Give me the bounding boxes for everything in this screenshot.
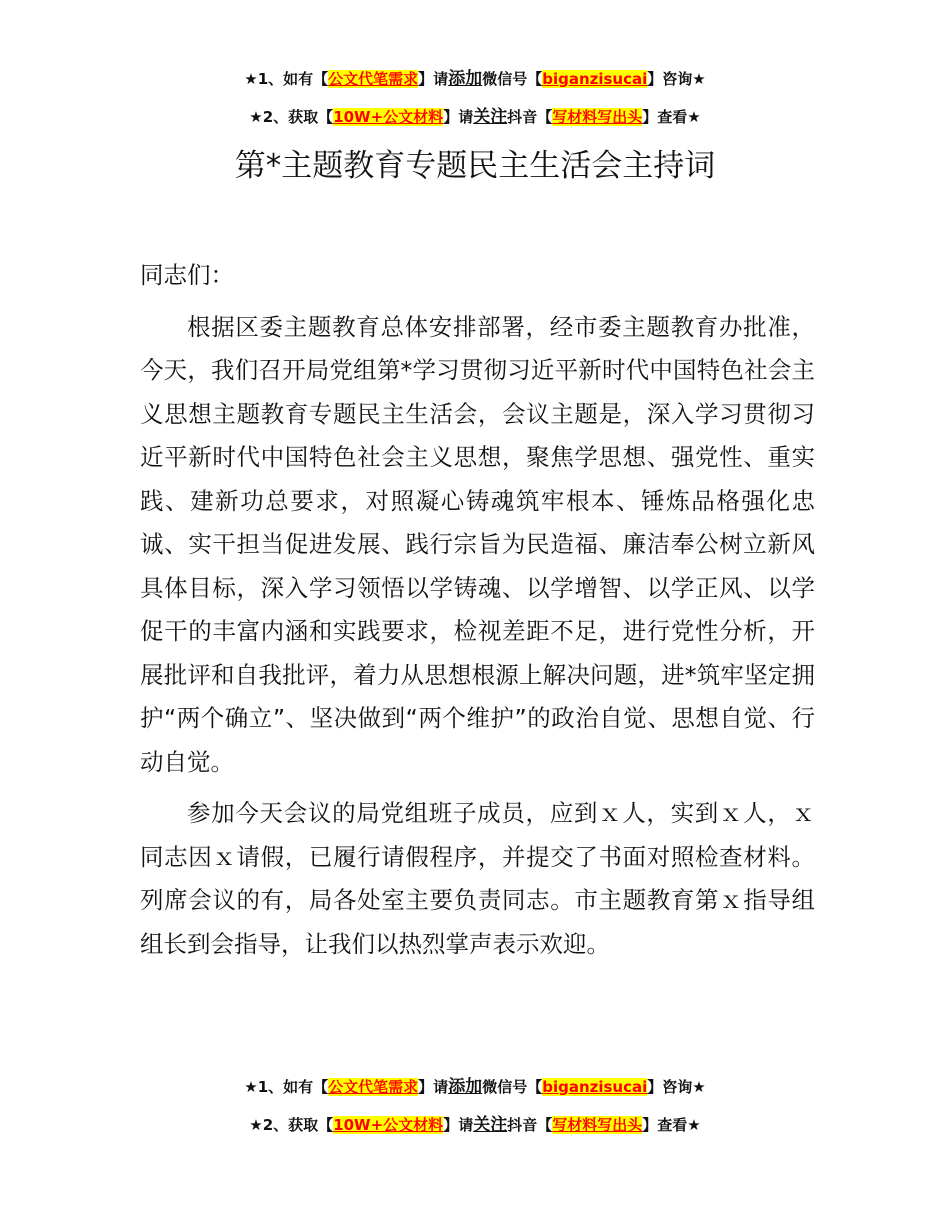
promo-emphasis: 关注 — [473, 1115, 508, 1135]
body-paragraph-1: 根据区委主题教育总体安排部署，经市委主题教育办批准，今天，我们召开局党组第*学习贯彻习近平新时代中国特色社会主义思想主题教育专题民主生活会，会议主题是，深入学习贯彻习近平新时代中国特色社会主义思想，聚焦学思想、强党性、重实践、建新功总要求，对照凝心铸魂筑牢根本、锤炼品格强化忠诚、实干担当促进发展、践行宗旨为民造福、廉洁奉公树立新风具体目标，深入学习领悟以学铸魂、以学增智、以学正风、以学促干的丰富内涵和实践要求，检视差距不足，进行党性分析，开展批评和自我批评，着力从思想根源上解决问题，进*筑牢坚定拥护“两个确立”、坚决做到“两个维护”的政治自觉、思想自觉、行动自觉。 — [140, 312, 815, 776]
promo-highlight-materials: 10W+公文材料 — [333, 1116, 444, 1134]
document-title: 第*主题教育专题民主生活会主持词 — [234, 148, 716, 184]
promo-prefix: ★1、如有【 — [244, 1078, 329, 1096]
promo-highlight-materials: 10W+公文材料 — [333, 108, 444, 126]
promo-highlight-douyin-id: 写材料写出头 — [552, 108, 643, 126]
body-paragraph-2: 参加今天会议的局党组班子成员，应到ｘ人，实到ｘ人，ｘ同志因ｘ请假，已履行请假程序，并提交了书面对照检查材料。列席会议的有，局各处室主要负责同志。市主题教育第ｘ指导组组长到会指导，让我们以热烈掌声表示欢迎。 — [140, 799, 815, 958]
promo-mid: 】请 — [443, 1116, 474, 1134]
promo-emphasis: 添加 — [448, 69, 483, 89]
promo-highlight-service: 公文代笔需求 — [328, 70, 419, 88]
promo-suffix: 】查看★ — [642, 1116, 701, 1134]
promo-prefix: ★2、获取【 — [249, 108, 334, 126]
promo-highlight-wechat-id: biganzisucai — [542, 70, 648, 88]
document-body — [140, 254, 815, 966]
promo-mid: 】请 — [418, 1078, 449, 1096]
promo-suffix: 】查看★ — [642, 108, 701, 126]
promo-line-bottom-1 — [0, 1076, 950, 1098]
promo-highlight-douyin-id: 写材料写出头 — [552, 1116, 643, 1134]
promo-suffix: 】咨询★ — [647, 70, 706, 88]
promo-emphasis: 关注 — [473, 107, 508, 127]
promo-highlight-service: 公文代笔需求 — [328, 1078, 419, 1096]
promo-mid: 微信号【 — [482, 1078, 543, 1096]
promo-mid: 抖音【 — [507, 108, 553, 126]
promo-mid: 】请 — [418, 70, 449, 88]
promo-suffix: 】咨询★ — [647, 1078, 706, 1096]
promo-highlight-wechat-id: biganzisucai — [542, 1078, 648, 1096]
promo-mid: 抖音【 — [507, 1116, 553, 1134]
promo-line-top-2 — [0, 106, 950, 128]
promo-mid: 微信号【 — [482, 70, 543, 88]
promo-emphasis: 添加 — [448, 1077, 483, 1097]
promo-mid: 】请 — [443, 108, 474, 126]
promo-prefix: ★1、如有【 — [244, 70, 329, 88]
promo-line-top-1 — [0, 68, 950, 90]
salutation: 同志们： — [140, 261, 234, 289]
promo-prefix: ★2、获取【 — [249, 1116, 334, 1134]
promo-line-bottom-2 — [0, 1114, 950, 1136]
